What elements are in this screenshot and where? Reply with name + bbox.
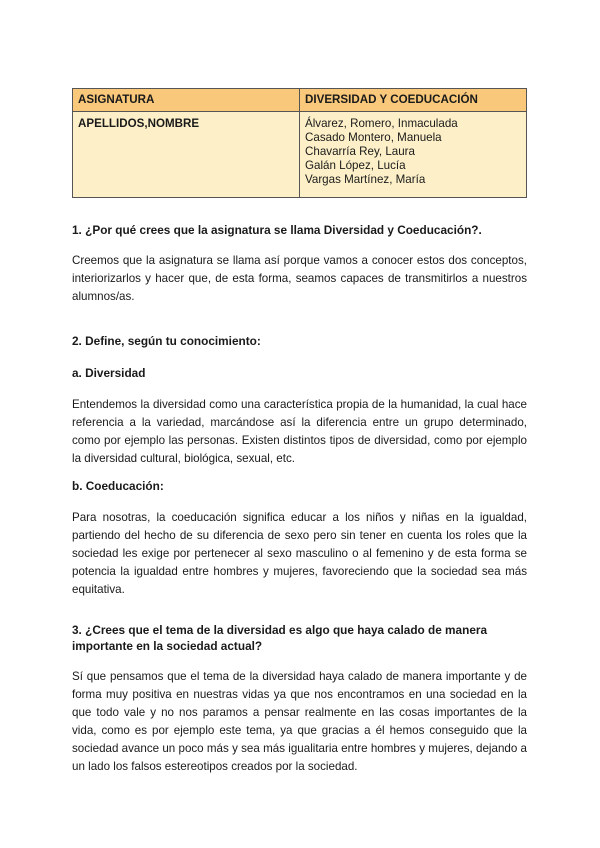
header-subject-label: ASIGNATURA <box>73 89 300 112</box>
question-1 <box>72 222 527 238</box>
subject-info-table <box>72 88 527 198</box>
answer-2b <box>72 509 527 599</box>
answer-2b-text: Para nosotras, la coeducación significa educar a los niños y niñas en la igualdad, partiendo del hecho de su diferencia de sexo pero sin tener en cuenta los roles que la sociedad les exige por pertenecer al sexo masculino o al femenino y de esta forma se potencia la igualdad entre hombres y mujeres, favoreciendo que la sociedad sea más equitativa. <box>72 511 527 596</box>
table-header-row <box>73 89 527 112</box>
question-2a <box>72 365 527 381</box>
answer-2a-text: Entendemos la diversidad como una característica propia de la humanidad, la cual hace referencia a la variedad, marcándose así la diferencia entre un grupo determinado, como por ejemplo las personas. Existen distintos tipos de diversidad, como por ejemplo la diversidad cultural, biológica, sexual, etc. <box>72 398 527 465</box>
question-2a-title: a. Diversidad <box>72 366 146 380</box>
question-2 <box>72 333 527 349</box>
question-2b-title: b. Coeducación: <box>72 479 164 493</box>
student-name: Chavarría Rey, Laura <box>305 145 415 158</box>
answer-3 <box>72 668 527 776</box>
question-1-title: 1. ¿Por qué crees que la asignatura se llama Diversidad y Coeducación?. <box>72 223 482 237</box>
header-subject-value: DIVERSIDAD Y COEDUCACIÓN <box>300 89 527 112</box>
names-label: APELLIDOS,NOMBRE <box>73 112 300 198</box>
question-2-title: 2. Define, según tu conocimiento: <box>72 334 261 348</box>
question-2b <box>72 478 527 494</box>
answer-1-text: Creemos que la asignatura se llama así porque vamos a conocer estos dos conceptos, interiorizarlos y hacer que, de esta forma, seamos capaces de transmitirlos a nuestros alumnos/as. <box>72 254 527 303</box>
table-names-row <box>73 112 527 198</box>
answer-2a <box>72 396 527 468</box>
question-3 <box>72 622 527 654</box>
answer-3-text: Sí que pensamos que el tema de la diversidad haya calado de manera importante y de forma muy positiva en nuestras vidas ya que nos encontramos en una sociedad en la que todo vale y no nos paramos a pensar realmente en las cosas importantes de la vida, como es por ejemplo este tema, ya que gracias a él hemos conseguido que la sociedad avance un poco más y sea más igualitaria entre hombres y mujeres, dejando a un lado los falsos estereotipos creados por la sociedad. <box>72 670 527 773</box>
question-3-title: 3. ¿Crees que el tema de la diversidad es algo que haya calado de manera importante en la sociedad actual? <box>72 623 488 653</box>
student-name: Álvarez, Romero, Inmaculada <box>305 117 458 130</box>
student-name: Vargas Martínez, María <box>305 173 426 186</box>
document-page <box>72 88 527 773</box>
answer-1 <box>72 252 527 306</box>
names-list <box>300 112 527 198</box>
student-name: Casado Montero, Manuela <box>305 131 442 144</box>
student-name: Galán López, Lucía <box>305 159 406 172</box>
